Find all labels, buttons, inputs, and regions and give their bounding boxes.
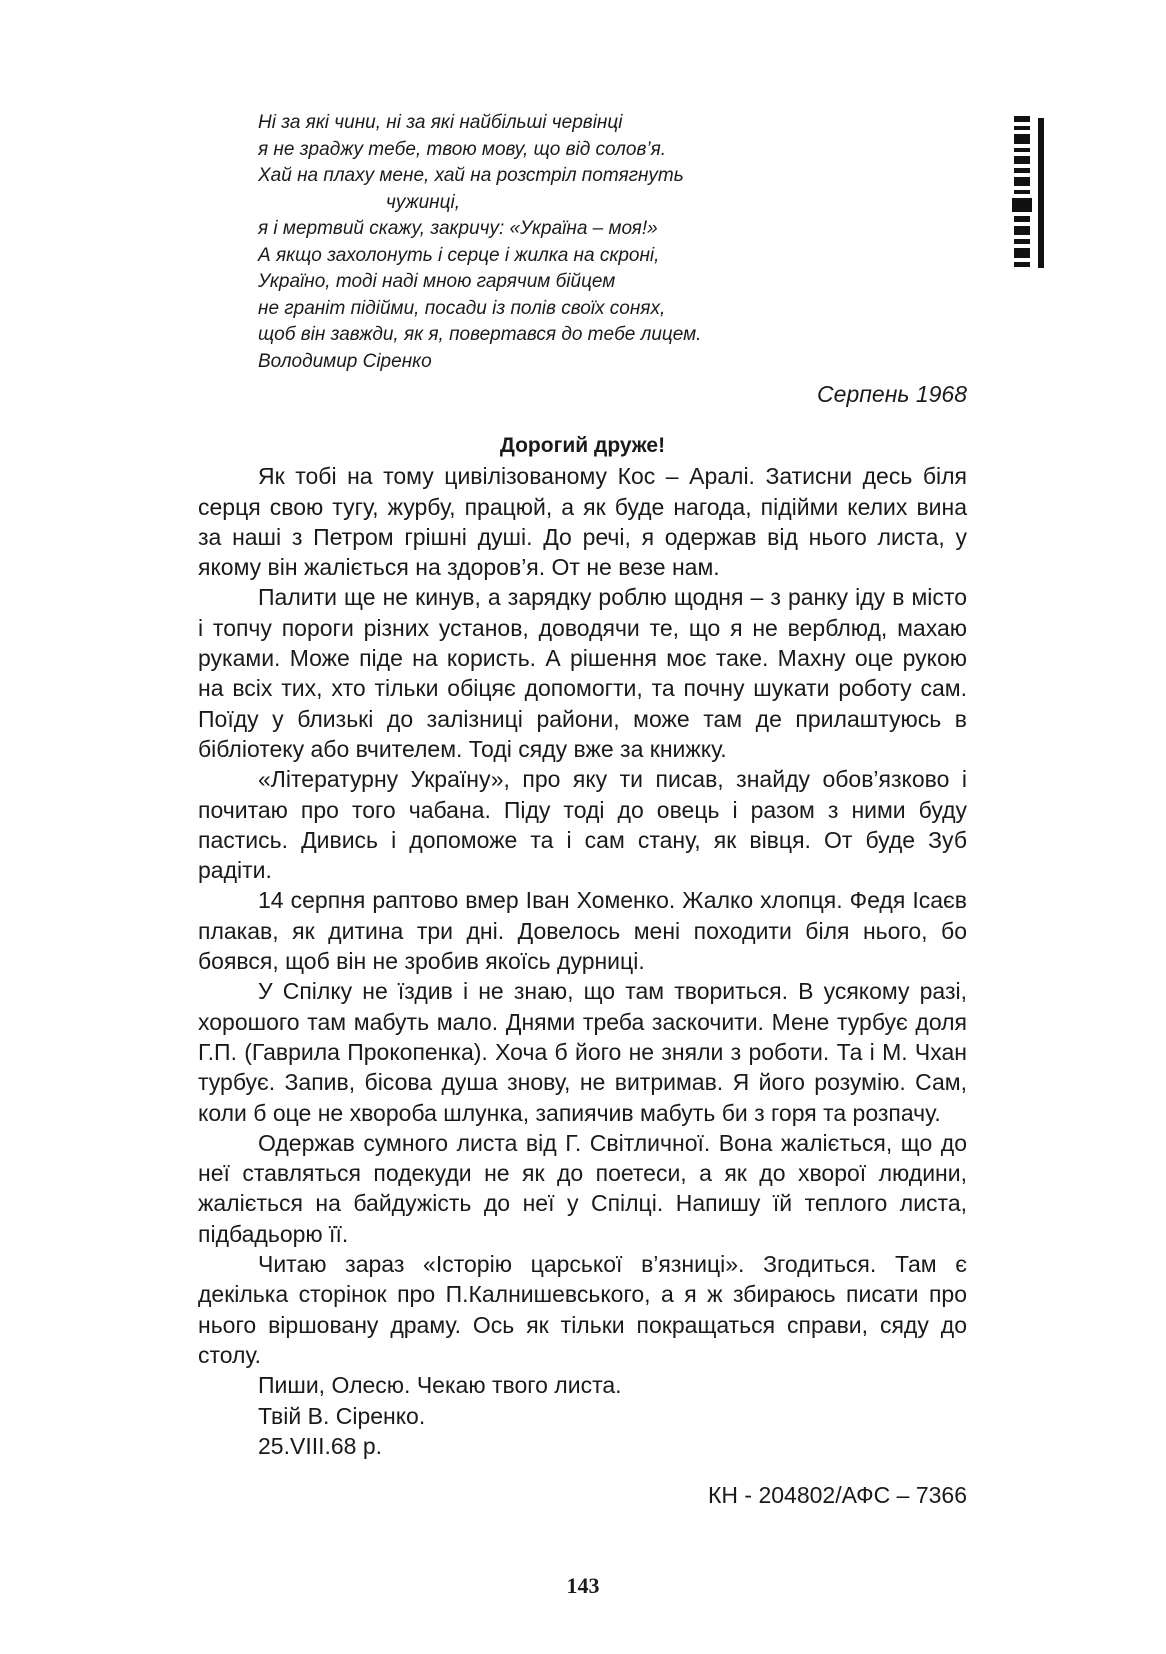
- letter-paragraph: Як тобі на тому цивілізованому Кос – Аралі. Затисни десь біля серця свою тугу, журбу, працюй, а як буде нагода, підійми келих вина за наші з Петром грішні душі. До речі, я одержав від нього листа, у якому він жаліється на здоров’я. От не везе нам.: [198, 463, 967, 581]
- letter-paragraph: Читаю зараз «Історію царської в’язниці». Згодиться. Там є декілька сторінок про П.Калнишевського, а я ж збираюсь писати про нього віршовану драму. Ось як тільки покращаться справи, сяду до столу.: [198, 1251, 967, 1368]
- letter-paragraph: Одержав сумного листа від Г. Світличної. Вона жаліється, що до неї ставляться подекуди не як до поетеси, а як до хворої людини, жаліється на байдужість до неї у Спілці. Напишу їй теплого листа, підбадьорю її.: [198, 1129, 967, 1247]
- letter-paragraph: «Літературну Україну», про яку ти писав, знайду обов’язково і почитаю про того чабана. Піду тоді до овець і разом з ними буду пастись. Дивись і допоможе та і сам стану, як вівця. От буде Зуб радіти.: [198, 766, 967, 884]
- poem-line: щоб він завжди, як я, повертався до тебе лицем.: [258, 324, 702, 345]
- logo-bar: [1038, 118, 1044, 268]
- poem-author: Володимир Сіренко: [258, 350, 432, 372]
- poem-line: Україно, тоді наді мною гарячим бійцем: [258, 271, 616, 292]
- letter-paragraph: 14 серпня раптово вмер Іван Хоменко. Жалко хлопця. Федя Ісаєв плакав, як дитина три дні. Довелось мені походити біля нього, бо боявся, щоб він не зробив якоїсь дурниці.: [198, 887, 967, 975]
- letter-closing: Пиши, Олесю. Чекаю твого листа.: [258, 1372, 622, 1399]
- letter-signature: Твій В. Сіренко.: [258, 1402, 426, 1429]
- poem-line: А якщо захолонуть і серце і жилка на скроні,: [258, 244, 660, 266]
- archive-code: КН - 204802/АФС – 7366: [708, 1482, 967, 1508]
- publisher-logo-icon: [1000, 110, 1050, 270]
- poem-line: я і мертвий скажу, закричу: «Україна – моя!»: [258, 218, 658, 239]
- logo-wordmark: [1012, 110, 1032, 270]
- poem-line: чужинці,: [386, 191, 461, 213]
- letter-paragraph: У Спілку не їздив і не знаю, що там твориться. В усякому разі, хорошого там мабуть мало. Днями треба заскочити. Мене турбує доля Г.П. (Гаврила Прокопенка). Хоча б його не зняли з роботи. Та і М. Чхан турбує. Запив, бісова душа знову, не витримав. Я його розумію. Сам, коли б оце не хвороба шлунка, запиячив мабуть би з горя та розпачу.: [198, 978, 967, 1126]
- letter-body: [198, 431, 967, 1461]
- poem-line: Ні за які чини, ні за які найбільші червінці: [258, 112, 623, 133]
- poem-line: не граніт підійми, посади із полів своїх сонях,: [258, 297, 666, 319]
- poem-line: Хай на плаху мене, хай на розстріл потягнуть: [258, 165, 684, 186]
- page-number: 143: [566, 1573, 600, 1598]
- poem-block: [258, 110, 818, 375]
- poem-line: я не зраджу тебе, твою мову, що від солов’я.: [258, 138, 667, 160]
- letter-greeting: Дорогий друже!: [499, 434, 666, 457]
- letter-paragraph: Палити ще не кинув, а зарядку роблю щодня – з ранку іду в місто і топчу пороги різних установ, доводячи те, що я не верблюд, махаю руками. Може піде на користь. А рішення моє таке. Махну оце рукою на всіх тих, хто тільки обіцяє допомогти, та почну шукати роботу сам. Поїду у близькі до залізниці райони, може там де прилаштуюсь в бібліотеку або вчителем. Тоді сяду вже за книжку.: [198, 584, 967, 762]
- poem-date: Серпень 1968: [817, 381, 967, 407]
- letter-date: 25.VIII.68 р.: [258, 1432, 383, 1459]
